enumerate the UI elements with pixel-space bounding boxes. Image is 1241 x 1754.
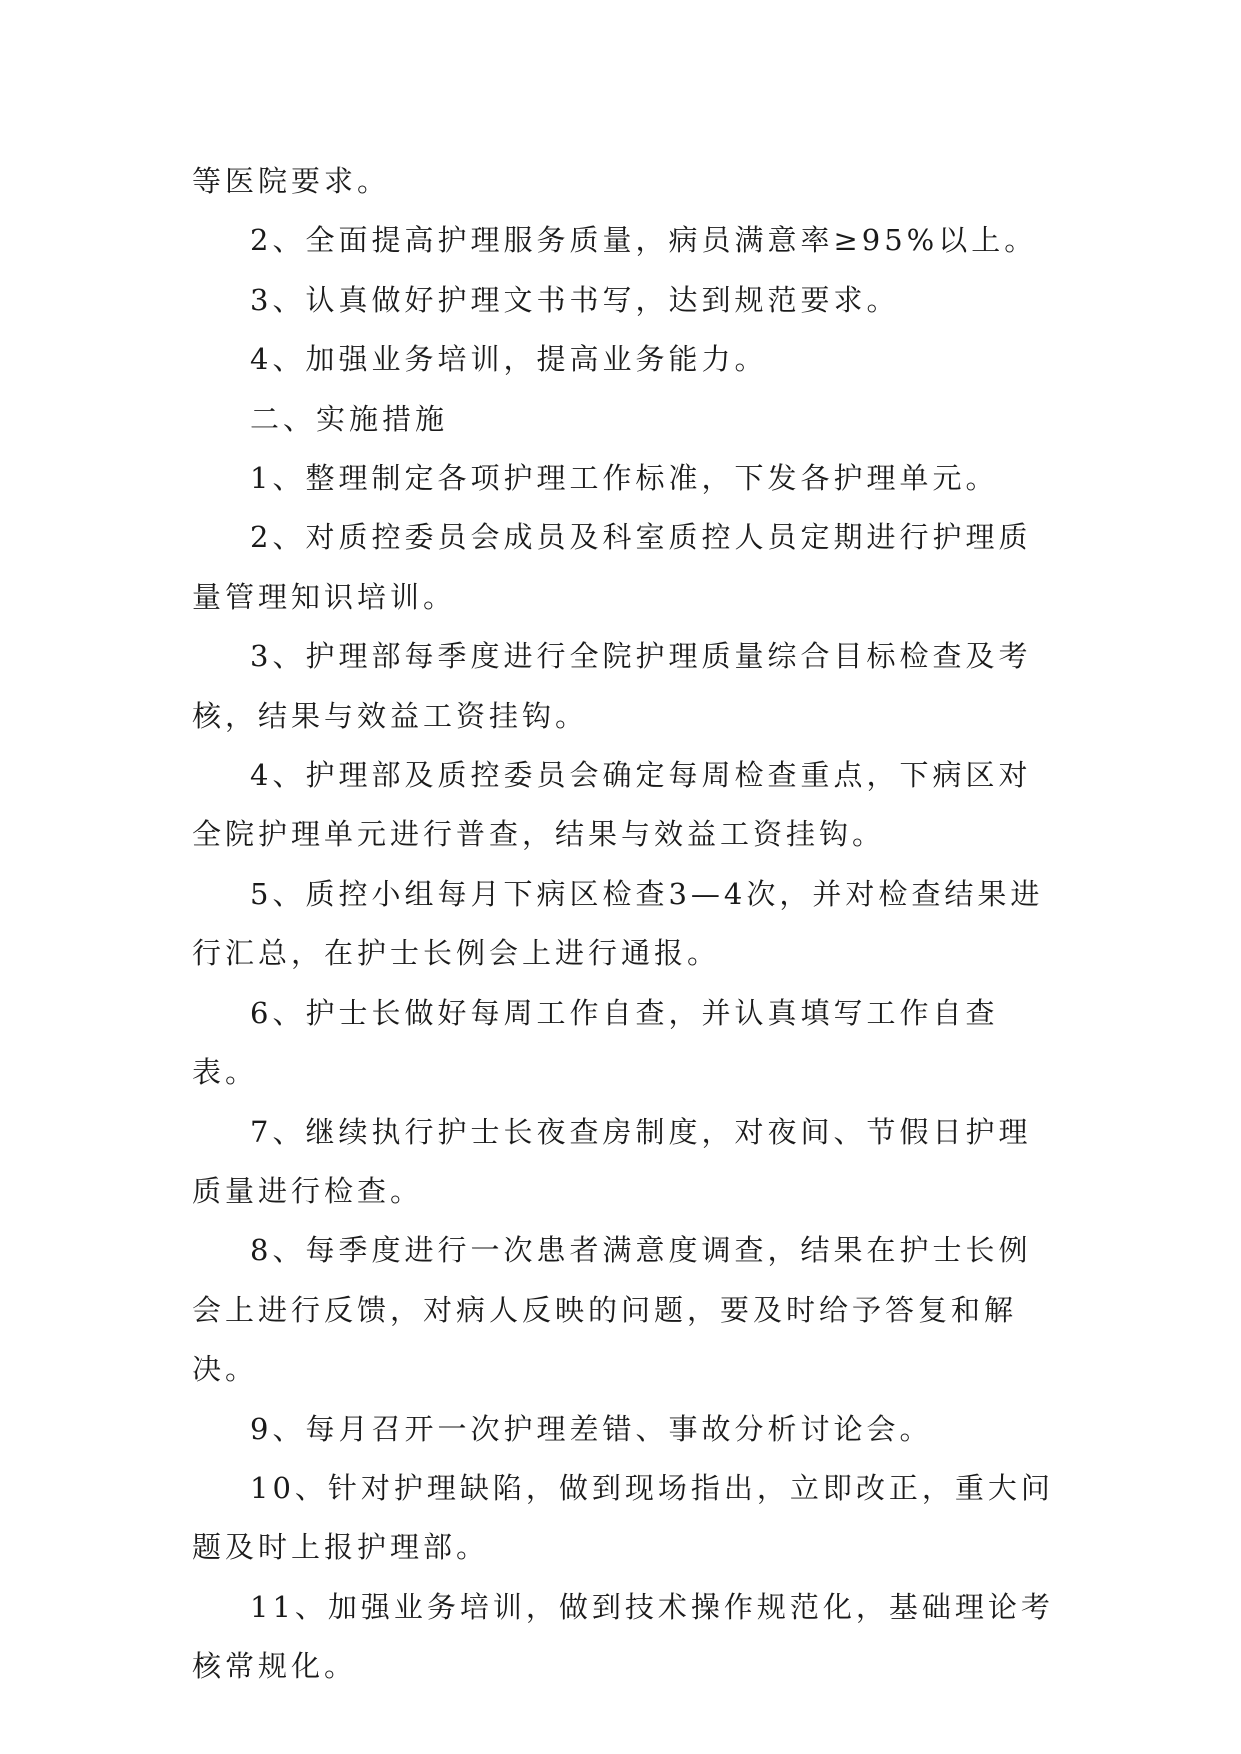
paragraph-measure-7: 7、继续执行护士长夜查房制度，对夜间、节假日护理质量进行检查。 <box>192 1114 1032 1208</box>
paragraph-continuation: 等医院要求。 <box>192 164 391 198</box>
paragraph-goal-3: 3、认真做好护理文书书写，达到规范要求。 <box>250 282 900 317</box>
paragraph-measure-6: 6、护士长做好每周工作自查，并认真填写工作自查表。 <box>192 995 999 1090</box>
paragraph-measure-2: 2、对质控委员会成员及科室质控人员定期进行护理质量管理知识培训。 <box>192 520 1032 614</box>
paragraph-measure-5: 5、质控小组每月下病区检查3—4次，并对检查结果进行汇总，在护士长例会上进行通报。 <box>192 876 1044 971</box>
paragraph-measure-10: 10、针对护理缺陷，做到现场指出，立即改正，重大问题及时上报护理部。 <box>192 1470 1054 1565</box>
document-body <box>192 152 1064 1697</box>
paragraph-goal-2: 2、全面提高护理服务质量，病员满意率≥95%以上。 <box>250 223 1038 258</box>
paragraph-measure-3: 3、护理部每季度进行全院护理质量综合目标检查及考核，结果与效益工资挂钩。 <box>192 639 1032 733</box>
paragraph-goal-4: 4、加强业务培训，提高业务能力。 <box>250 342 768 377</box>
paragraph-measure-1: 1、整理制定各项护理工作标准，下发各护理单元。 <box>250 461 999 496</box>
paragraph-measure-11: 11、加强业务培训，做到技术操作规范化，基础理论考核常规化。 <box>192 1589 1054 1684</box>
paragraph-measure-9: 9、每月召开一次护理差错、事故分析讨论会。 <box>250 1411 933 1446</box>
paragraph-measure-8: 8、每季度进行一次患者满意度调查，结果在护士长例会上进行反馈，对病人反映的问题，要及时给予答复和解决。 <box>192 1233 1032 1387</box>
section-heading-measures: 二、实施措施 <box>250 401 449 436</box>
paragraph-measure-4: 4、护理部及质控委员会确定每周检查重点，下病区对全院护理单元进行普查，结果与效益工资挂钩。 <box>192 758 1032 852</box>
